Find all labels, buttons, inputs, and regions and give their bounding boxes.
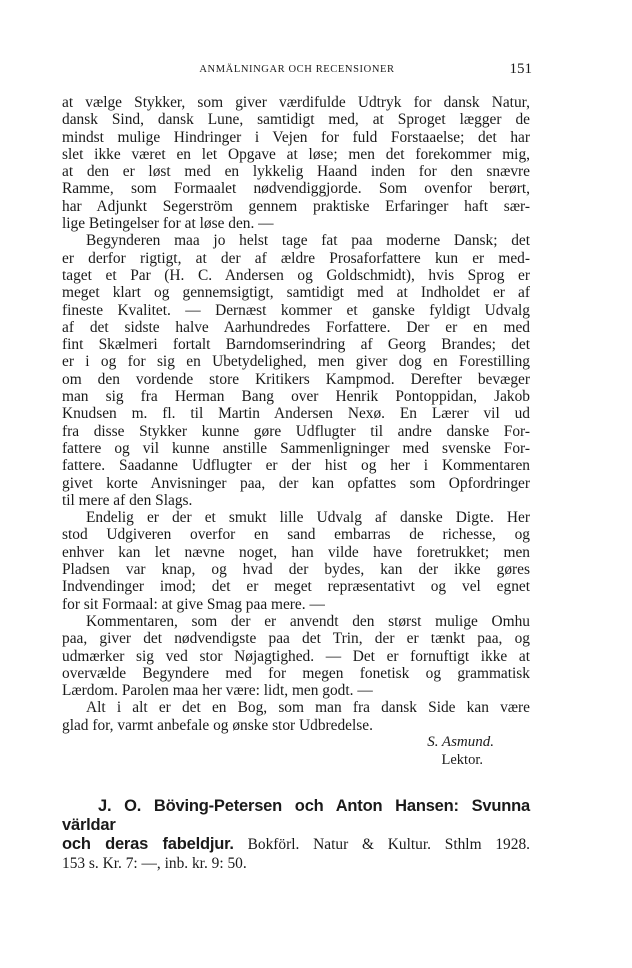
next-review-heading bbox=[62, 797, 530, 873]
running-title: ANMÄLNINGAR OCH RECENSIONER bbox=[199, 64, 395, 75]
paragraph bbox=[62, 613, 530, 699]
review-heading-line-1 bbox=[62, 797, 530, 835]
text-line: lige Betingelser for at løse den. — bbox=[62, 215, 274, 233]
page-number: 151 bbox=[509, 61, 532, 77]
text-line: er derfor rigtigt, at der af ældre Prosaforfattere kun er med- bbox=[62, 249, 530, 267]
text-line: Ramme, som Formaalet nødvendiggjorde. Som ovenfor berørt, bbox=[62, 180, 530, 198]
text-line: Knudsen m. fl. til Martin Andersen Nexø. En Lærer vil ud bbox=[62, 405, 530, 423]
text-line: fint Skælmeri fortalt Barndomserindring af Georg Brandes; det bbox=[62, 336, 530, 354]
text-line: givet korte Anvisninger paa, der kan opfattes som Opfordringer bbox=[62, 474, 530, 492]
text-line: til mere af den Slags. bbox=[62, 491, 193, 509]
text-line: for sit Formaal: at give Smag paa mere. — bbox=[62, 595, 325, 613]
text-line: Alt i alt er det en Bog, som man fra dansk Side kan være bbox=[86, 699, 530, 717]
paragraph bbox=[62, 232, 530, 509]
text-line: udmærker sig ved stor Nøjagtighed. — Det er fornuftigt ikke at bbox=[62, 647, 530, 665]
paragraph bbox=[62, 699, 530, 734]
text-line: at den er løst med en lykkelig Haand inden for den snævre bbox=[62, 163, 530, 181]
review-heading-authors-title: J. O. Böving-Petersen och Anton Hansen: Svunna världar bbox=[62, 796, 530, 834]
reviewer-title: Lektor. bbox=[441, 751, 483, 768]
text-line: Pladsen var knap, og hvad der bydes, kan der ikke gøres bbox=[62, 561, 530, 579]
text-line: dansk Sind, dansk Lune, samtidigt med, at Sproget lægger de bbox=[62, 111, 530, 129]
text-line: taget et Par (H. C. Andersen og Goldschmidt), hvis Sprog er bbox=[62, 266, 530, 284]
text-line: stod Udgiveren overfor en sand embarras de richesse, og bbox=[62, 526, 530, 544]
text-line: Endelig er der et smukt lille Udvalg af danske Digte. Her bbox=[86, 509, 530, 527]
text-line: glad for, varmt anbefale og ønske stor Udbredelse. bbox=[62, 716, 373, 734]
review-heading-line-3: 153 s. Kr. 7: —, inb. kr. 9: 50. bbox=[62, 854, 247, 872]
text-line: Kommentaren, som der er anvendt den størst mulige Omhu bbox=[86, 612, 530, 630]
paragraph bbox=[62, 509, 530, 613]
running-head bbox=[62, 62, 532, 78]
text-line: meget klart og gennemsigtigt, samtidigt med at Indholdet er af bbox=[62, 284, 530, 302]
text-line: enhver kan let nævne noget, han vilde have foretrukket; men bbox=[62, 543, 530, 561]
text-line: om den vordende store Kritikers Kampmod. Derefter bevæger bbox=[62, 370, 530, 388]
text-line: har Adjunkt Segerström gennem praktiske Erfaringer haft sær- bbox=[62, 197, 530, 215]
text-line: fineste Kvalitet. — Dernæst kommer et ganske fyldigt Udvalg bbox=[62, 301, 530, 319]
text-line: paa, giver det nødvendigste paa det Trin, der er tænkt paa, og bbox=[62, 630, 530, 648]
reviewer-signature: S. Asmund. bbox=[427, 733, 494, 750]
paragraphs bbox=[62, 94, 530, 734]
text-line: Lærdom. Parolen maa her være: lidt, men godt. — bbox=[62, 682, 373, 700]
text-line: Indvendinger imod; det er meget repræsentativt og vel egnet bbox=[62, 578, 530, 596]
review-heading-line-2 bbox=[62, 835, 530, 854]
text-line: Begynderen maa jo helst tage fat paa moderne Dansk; det bbox=[86, 232, 530, 250]
text-line: fattere. Saadanne Udflugter er der hist og her i Kommentaren bbox=[62, 457, 530, 475]
text-line: overvælde Begyndere med for megen fonetisk og grammatisk bbox=[62, 664, 530, 682]
review-heading-title-end: och deras fabeldjur. bbox=[62, 834, 234, 853]
text-line: mindst mulige Hindringer i Vejen for fuld Forstaaelse; det har bbox=[62, 128, 530, 146]
text-line: fattere og vil kunne anstille Sammenligninger med svenske For- bbox=[62, 439, 530, 457]
review-heading-publisher: Bokförl. Natur & Kultur. Sthlm 1928. bbox=[233, 835, 530, 853]
text-line: af det sidste halve Aarhundredes Forfattere. Der er en med bbox=[62, 318, 530, 336]
review-body bbox=[62, 94, 530, 873]
text-line: er i og for sig en Ubetydelighed, men giver dog en Forestilling bbox=[62, 353, 530, 371]
text-line: man sig fra Herman Bang over Henrik Pontoppidan, Jakob bbox=[62, 388, 530, 406]
paragraph bbox=[62, 94, 530, 232]
text-line: at vælge Stykker, som giver værdifulde Udtryk for dansk Natur, bbox=[62, 94, 530, 111]
text-line: slet ikke været en let Opgave at løse; men det forekommer mig, bbox=[62, 145, 530, 163]
text-line: fra disse Stykker kunne gøre Udflugter til andre danske For- bbox=[62, 422, 530, 440]
